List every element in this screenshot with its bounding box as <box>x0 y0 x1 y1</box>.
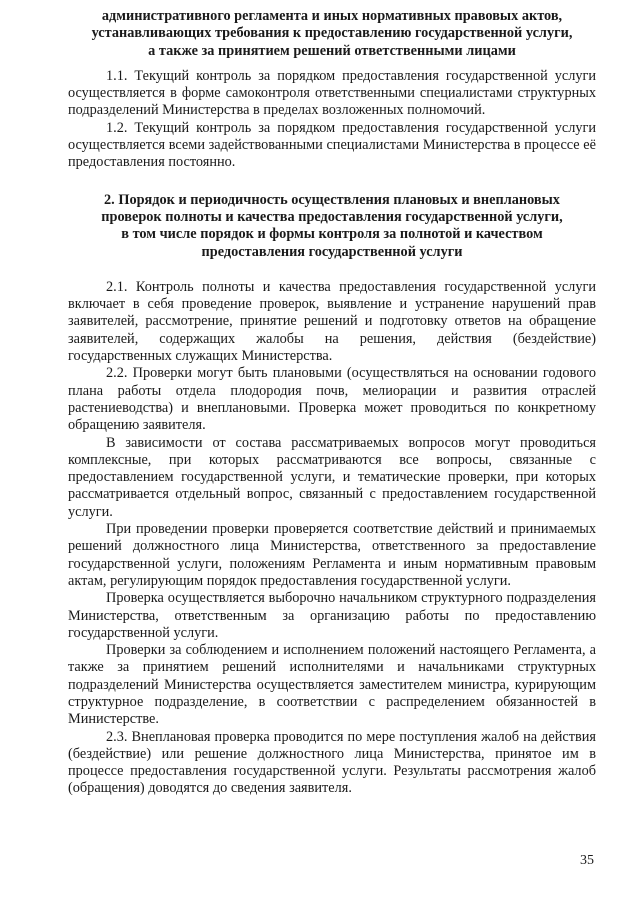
heading-line: 2. Порядок и периодичность осуществления плановых и внеплановых <box>104 191 560 208</box>
paragraph-inspection-types: В зависимости от состава рассматриваемых вопросов могут проводиться комплексные, при которых рассматриваются все вопросы, связанные с предоставлением государственной услуги, и тематические проверки, при которых рассматривается отдельный вопрос, связанный с предоставлением государственной услуги. <box>68 434 596 520</box>
paragraph-2-2: 2.2. Проверки могут быть плановыми (осуществляться на основании годового плана работы отдела плодородия почв, мелиорации и развития отраслей растениеводства) и внеплановыми. Проверка может проводиться по конкретному обращению заявителя. <box>68 365 596 434</box>
paragraph-1-2: 1.2. Текущий контроль за порядком предоставления государственной услуги осуществляется всеми задействованными специалистами Министерства в процессе её предоставления постоянно. <box>68 119 596 171</box>
paragraph-1-1: 1.1. Текущий контроль за порядком предоставления государственной услуги осуществляется в форме самоконтроля ответственными специалистами структурных подразделений Министерства в пределах возложенных полномочий. <box>68 67 596 119</box>
paragraph-2-3: 2.3. Внеплановая проверка проводится по мере поступления жалоб на действия (бездействие) или решение должностного лица Министерства, принятое им в процессе предоставления государственной услуги. Результаты рассмотрения жалоб (обращения) доводятся до сведения заявителя. <box>68 728 596 797</box>
page-number: 35 <box>580 853 594 868</box>
heading-line: проверок полноты и качества предоставления государственной услуги, <box>101 208 563 225</box>
heading-line: административного регламента и иных нормативных правовых актов, <box>101 8 563 24</box>
heading-line: в том числе порядок и формы контроля за полнотой и качеством <box>121 226 543 243</box>
section-2-heading <box>68 192 596 261</box>
heading-line: а также за принятием решений ответственными лицами <box>148 42 516 59</box>
section-heading-continuation <box>68 8 596 60</box>
paragraph-inspection-oversight: Проверки за соблюдением и исполнением положений настоящего Регламента, а также за принятием решений исполнителями и начальниками структурных подразделений Министерства осуществляется заместителем министра, курирующим структурное подразделение, в соответствии с распределением обязанностей в Министерстве. <box>68 642 596 728</box>
paragraph-2-1: 2.1. Контроль полноты и качества предоставления государственной услуги включает в себя проведение проверок, выявление и устранение нарушений прав заявителей, рассмотрение, принятие решений и подготовку ответов на обращение заявителей, содержащих жалобы на решения, действия (бездействие) государственных служащих Министерства. <box>68 278 596 365</box>
paragraph-inspection-scope: При проведении проверки проверяется соответствие действий и принимаемых решений должностного лица Министерства, ответственного за предоставление государственной услуги, положениям Регламента и иным нормативным правовым актам, регулирующим порядок предоставления государственной услуги. <box>68 521 596 589</box>
heading-line: устанавливающих требования к предоставлению государственной услуги, <box>91 25 573 42</box>
document-page <box>68 8 596 798</box>
heading-line: предоставления государственной услуги <box>201 243 463 260</box>
paragraph-inspection-performer: Проверка осуществляется выборочно начальником структурного подразделения Министерства, ответственным за организацию работы по предоставлению государственной услуги. <box>68 590 596 641</box>
